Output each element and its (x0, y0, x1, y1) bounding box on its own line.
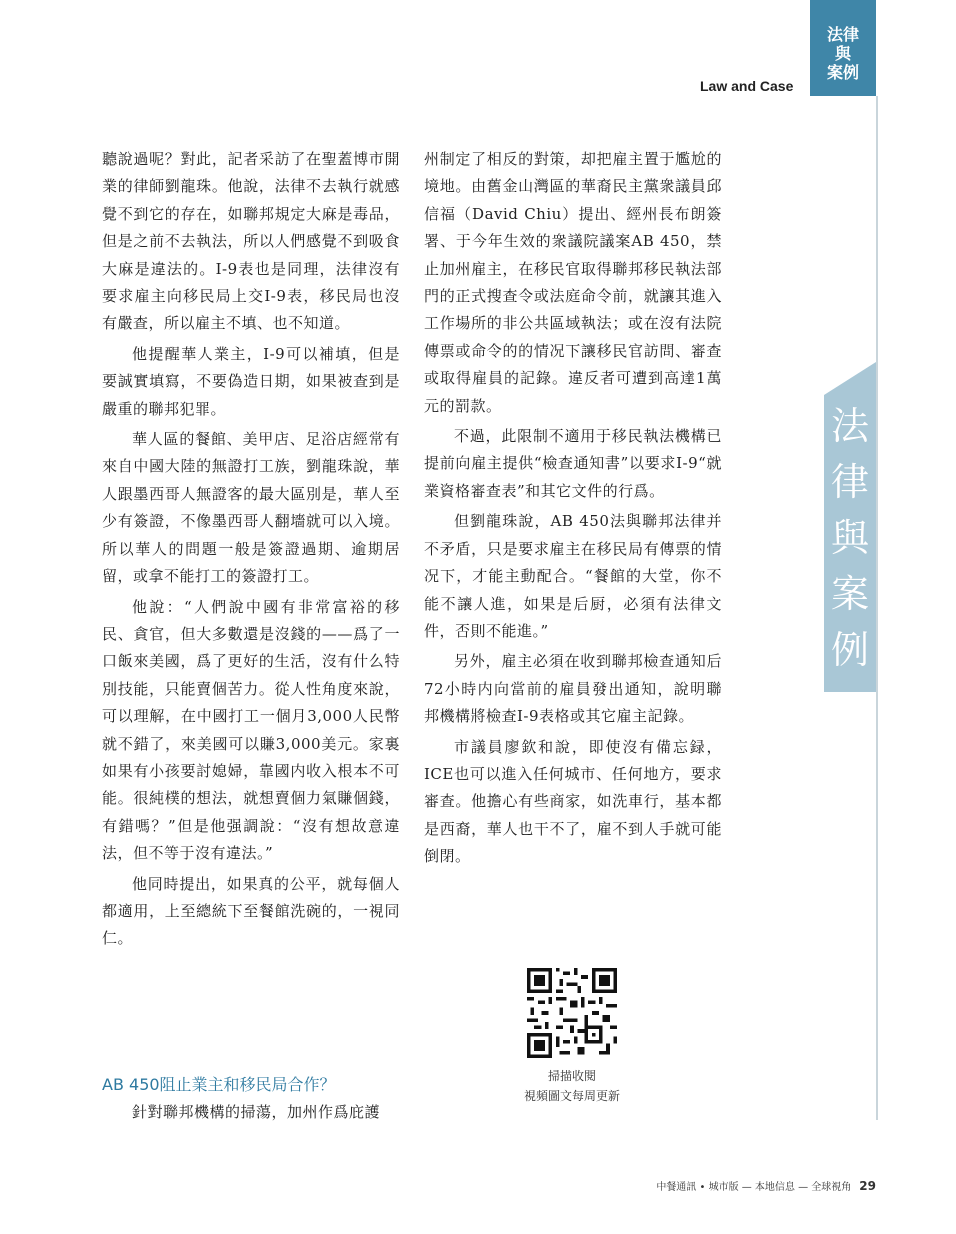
section-subheading: AB 450阻止業主和移民局合作？ (102, 1075, 336, 1094)
qr-code[interactable] (527, 968, 617, 1058)
article-column-left (102, 146, 400, 956)
paragraph: 華人區的餐館、美甲店、足浴店經常有來自中國大陸的無證打工族，劉龍珠說，華人跟墨西哥人無證客的最大區別是，華人至少有簽證，不像墨西哥人翻墻就可以入境。所以華人的問題一般是簽證過期、逾期居留，或拿不能打工的簽證打工。 (102, 430, 400, 586)
section-tab-line: 與 (834, 44, 851, 63)
section-tab-line: 法律 (826, 25, 859, 44)
side-ribbon-char: 法 (830, 404, 869, 448)
paragraph: 但劉龍珠說，AB 450法與聯邦法律并不矛盾，只是要求雇主在移民局有傳票的情况下，才能主動配合。“餐館的大堂，你不能不讓人進，如果是后厨，必須有法律文件，否則不能進。” (424, 512, 722, 640)
section-tab-line: 案例 (826, 63, 859, 82)
paragraph: 州制定了相反的對策，却把雇主置于尷尬的境地。由舊金山灣區的華裔民主黨衆議員邱信福（David Chiu）提出、經州長布朗簽署、于今年生效的衆議院議案AB 450，禁止加州雇主，在移民官取得聯邦移民執法部門的正式搜查令或法庭命令前，就讓其進入工作場所的非公共區域執法；或在沒有法院傳票或命令的的情况下讓移民官訪問、審查或取得雇員的記錄。違反者可遭到高達1萬元的罰款。 (424, 150, 722, 415)
side-ribbon-char: 案 (830, 572, 869, 616)
paragraph: 他說：“人們說中國有非常富裕的移民、貪官，但大多數還是沒錢的——爲了一口飯來美國，爲了更好的生活，沒有什么特別技能，只能賣個苦力。從人性角度來說，可以理解，在中國打工一個月3,000人民幣就不錯了，來美國可以賺3,000美元。家裏如果有小孩要討媳婦，靠國内收入根本不可能。很純樸的想法，就想賣個力氣賺個錢，有錯嗎？”但是他强調說：“沒有想故意違法，但不等于沒有違法。” (102, 597, 400, 863)
article-column-right (424, 146, 722, 874)
footer-text: 中餐通訊 • 城市版 — 本地信息 — 全球視角 (656, 1182, 852, 1193)
paragraph: 他同時提出，如果真的公平，就每個人都適用，上至總統下至餐館洗碗的，一視同仁。 (102, 874, 400, 948)
header-label: Law and Case (700, 78, 794, 94)
page-footer (560, 1178, 876, 1193)
paragraph: 市議員廖欽和說，即使沒有備忘録，ICE也可以進入任何城市、任何地方，要求審查。他擔心有些商家，如洗車行，基本都是西裔，華人也干不了，雇不到人手就可能倒閉。 (424, 737, 722, 866)
qr-caption (472, 1066, 672, 1106)
paragraph: 不過，此限制不適用于移民執法機構已提前向雇主提供“檢查通知書”以要求I-9“就業資格審查表”和其它文件的行爲。 (424, 427, 722, 500)
paragraph: 聽說過呢？對此，記者采訪了在聖蓋博市開業的律師劉龍珠。他說，法律不去執行就感覺不到它的存在，如聯邦規定大麻是毒品，但是之前不去執法，所以人們感覺不到吸食大麻是違法的。I-9表也是同理，法律沒有要求雇主向移民局上交I-9表，移民局也沒有嚴查，所以雇主不填、也不知道。 (102, 150, 400, 333)
paragraph: 針對聯邦機構的掃蕩，加州作爲庇護 (132, 1103, 381, 1121)
side-ribbon-char: 律 (830, 460, 869, 504)
paragraph: 另外，雇主必須在收到聯邦檢查通知后72小時内向當前的雇員發出通知，說明聯邦機構將檢查I-9表格或其它雇主記錄。 (424, 652, 722, 726)
side-ribbon-char: 與 (830, 516, 869, 560)
qr-caption-line: 視頻圖文每周更新 (523, 1089, 620, 1103)
side-ribbon-char: 例 (830, 628, 869, 672)
side-ribbon-title (824, 398, 876, 678)
qr-caption-line: 掃描收閱 (547, 1069, 596, 1083)
paragraph: 他提醒華人業主，I-9可以補填，但是要誠實填寫，不要偽造日期，如果被查到是嚴重的聯邦犯罪。 (102, 344, 400, 418)
margin-rule (876, 96, 878, 1120)
section-tab (810, 0, 876, 96)
page-number: 29 (859, 1179, 876, 1193)
